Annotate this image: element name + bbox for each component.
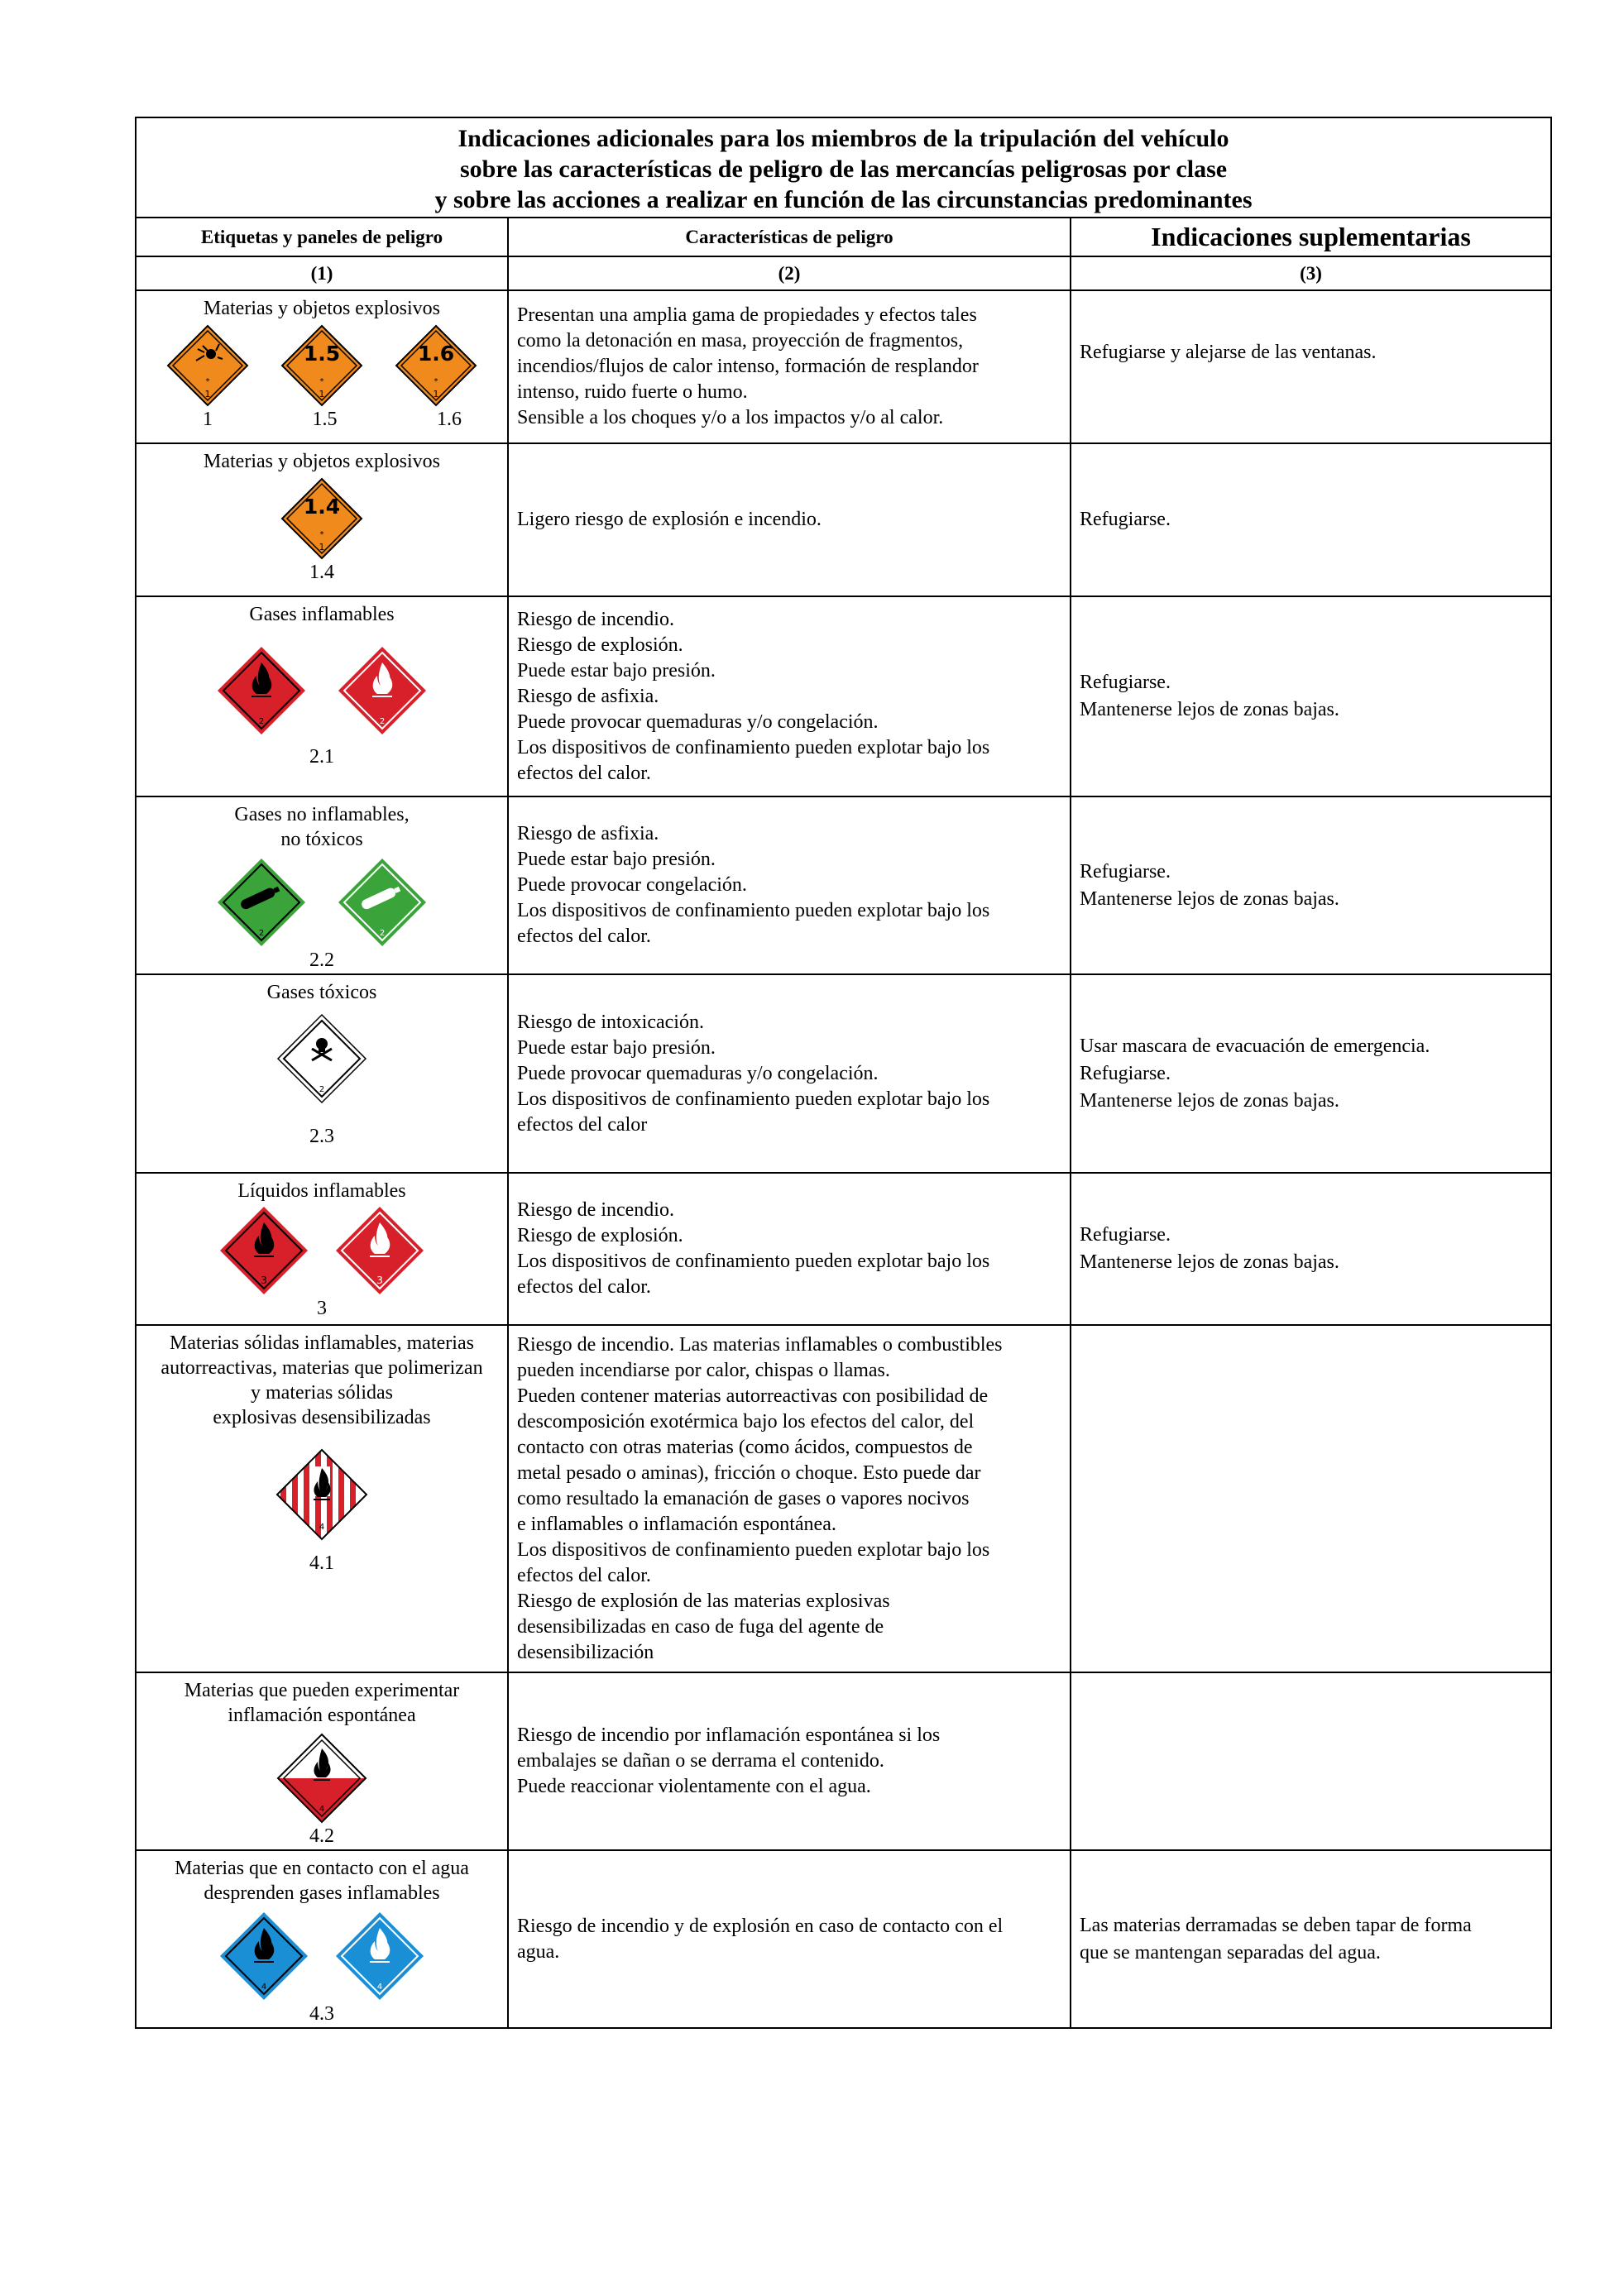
char-line: agua.: [517, 1940, 560, 1963]
char-line: efectos del calor.: [517, 926, 651, 947]
char-line: intenso, ruido fuerte o humo.: [517, 381, 748, 403]
char-line: Los dispositivos de confinamiento pueden explotar bajo los: [517, 736, 990, 758]
class-name: Materias y objetos explosivos: [204, 451, 440, 472]
dangerous-when-wet-label-icon: [218, 1911, 309, 2002]
class-name: Líquidos inflamables: [237, 1180, 406, 1202]
class-name: Gases tóxicos: [266, 982, 377, 1003]
gas-cylinder-label-white-icon: [337, 857, 428, 948]
svg-text:2: 2: [258, 929, 265, 938]
char-line: Riesgo de explosión.: [517, 1225, 683, 1246]
supplementary-indications: [1071, 1850, 1551, 2028]
char-line: efectos del calor.: [517, 1276, 651, 1298]
class-name: Materias y objetos explosivos: [204, 298, 440, 319]
sublabel: 1.4: [309, 562, 334, 583]
supplementary-indications: [1071, 796, 1551, 974]
char-line: Puede reaccionar violentamente con el agua.: [517, 1776, 871, 1797]
supplementary-indications: [1071, 1672, 1551, 1850]
supl-line: Mantenerse lejos de zonas bajas.: [1080, 1089, 1339, 1112]
sublabel: 2.1: [309, 746, 334, 768]
char-line: Riesgo de incendio.: [517, 608, 674, 630]
table-title: [136, 117, 1551, 218]
header-col-2: Características de peligro: [508, 218, 1071, 256]
sublabel: 3: [317, 1298, 327, 1319]
char-line: como la detonación en masa, proyección de fragmentos,: [517, 330, 964, 352]
hazard-characteristics: [508, 1672, 1071, 1850]
flammable-gas-label-icon: [216, 645, 307, 736]
sublabels: [137, 407, 507, 433]
sublabel: 4.3: [309, 2003, 334, 2025]
char-line: pueden incendiarse por calor, chispas o llamas.: [517, 1359, 890, 1381]
char-line: desensibilización: [517, 1641, 654, 1663]
label-cell: [136, 443, 508, 596]
char-line: Los dispositivos de confinamiento pueden explotar bajo los: [517, 1088, 990, 1110]
sublabel: 2.2: [309, 949, 334, 971]
char-line: Riesgo de incendio por inflamación espontánea si los: [517, 1724, 941, 1746]
label-number-1-6: 1.6: [417, 342, 455, 366]
char-line: desensibilizadas en caso de fuga del agente de: [517, 1615, 884, 1638]
svg-text:3: 3: [376, 1275, 383, 1286]
hazard-characteristics: [508, 1850, 1071, 2028]
char-line: Riesgo de asfixia.: [517, 685, 659, 707]
char-line: Riesgo de asfixia.: [517, 823, 659, 844]
char-line: Los dispositivos de confinamiento pueden explotar bajo los: [517, 900, 990, 921]
hazard-characteristics: [508, 1173, 1071, 1325]
sublabel: 2.3: [309, 1126, 334, 1147]
svg-text:1: 1: [319, 542, 325, 552]
hazard-characteristics: [508, 443, 1071, 596]
char-line: Presentan una amplia gama de propiedades y efectos tales: [517, 304, 977, 326]
supl-line: Refugiarse.: [1080, 509, 1171, 530]
supl-line: Refugiarse.: [1080, 672, 1171, 693]
spontaneous-combustion-label-icon: [276, 1733, 367, 1824]
char-line: incendios/flujos de calor intenso, formación de resplandor: [517, 356, 979, 377]
explosive-label-1-4-icon: [271, 477, 373, 560]
char-line: Los dispositivos de confinamiento pueden explotar bajo los: [517, 1251, 990, 1272]
supplementary-indications: [1071, 596, 1551, 796]
table-row: [136, 1672, 1551, 1850]
supplementary-indications: [1071, 1173, 1551, 1325]
char-line: como resultado la emanación de gases o vapores nocivos: [517, 1487, 970, 1509]
svg-text:2: 2: [319, 1085, 325, 1094]
char-line: Puede estar bajo presión.: [517, 1036, 716, 1059]
class-name: Gases inflamables: [249, 604, 395, 625]
char-line: Los dispositivos de confinamiento pueden explotar bajo los: [517, 1538, 990, 1561]
supplementary-indications: [1071, 1325, 1551, 1672]
class-name-line: Gases no inflamables,: [234, 804, 410, 825]
gas-cylinder-label-icon: [216, 857, 307, 948]
label-cell: [136, 1325, 508, 1672]
title-line-2: sobre las características de peligro de las mercancías peligrosas por clase: [459, 155, 1228, 183]
char-line: embalajes se dañan o se derrama el contenido.: [517, 1750, 884, 1772]
label-cell: [136, 290, 508, 443]
flammable-liquid-label-icon: [218, 1205, 309, 1296]
hazard-characteristics: [508, 1325, 1071, 1672]
class-name: [137, 1851, 507, 1906]
class-name-line: Materias que en contacto con el agua: [175, 1858, 469, 1879]
svg-text:3: 3: [261, 1275, 267, 1286]
flammable-solid-label-icon: [275, 1448, 368, 1541]
supl-line: Refugiarse.: [1080, 1224, 1171, 1246]
supl-line: Refugiarse.: [1080, 860, 1171, 883]
svg-text:*: *: [205, 377, 210, 386]
char-line: efectos del calor.: [517, 1564, 651, 1586]
supl-line: Mantenerse lejos de zonas bajas.: [1080, 887, 1339, 910]
class-name: [137, 1326, 507, 1430]
svg-text:4: 4: [261, 1983, 267, 1992]
class-name: [137, 1673, 507, 1728]
char-line: contacto con otras materias (como ácidos, compuestos de: [517, 1436, 973, 1458]
char-line: Sensible a los choques y/o a los impactos y/o al calor.: [517, 407, 944, 428]
svg-text:2: 2: [379, 929, 386, 938]
label-number-1-4: 1.4: [303, 495, 341, 519]
hazard-table: [135, 117, 1552, 2029]
char-line: Puede estar bajo presión.: [517, 659, 716, 682]
label-cell: [136, 596, 508, 796]
title-line-1: Indicaciones adicionales para los miembros de la tripulación del vehículo: [457, 125, 1229, 152]
char-line: Puede estar bajo presión.: [517, 849, 716, 870]
svg-text:2: 2: [258, 717, 265, 726]
char-line: Riesgo de explosión de las materias explosivas: [517, 1590, 890, 1612]
char-line: Ligero riesgo de explosión e incendio.: [517, 509, 822, 530]
class-name-line: y materias sólidas: [251, 1382, 393, 1404]
char-line: Riesgo de intoxicación.: [517, 1011, 704, 1033]
supl-line: Refugiarse y alejarse de las ventanas.: [1080, 342, 1377, 363]
supl-line: que se mantengan separadas del agua.: [1080, 1941, 1381, 1964]
svg-text:*: *: [319, 377, 324, 386]
svg-text:*: *: [434, 377, 438, 386]
char-line: Riesgo de incendio.: [517, 1199, 674, 1221]
svg-text:4: 4: [376, 1983, 383, 1992]
table-row: [136, 1173, 1551, 1325]
title-line-3: y sobre las acciones a realizar en función de las circunstancias predominantes: [434, 186, 1253, 213]
header-col-1: Etiquetas y paneles de peligro: [136, 218, 508, 256]
header-num-2: (2): [508, 256, 1071, 290]
supl-line: Mantenerse lejos de zonas bajas.: [1080, 1251, 1339, 1273]
svg-text:1: 1: [319, 389, 325, 399]
supl-line: Mantenerse lejos de zonas bajas.: [1080, 699, 1339, 720]
char-line: metal pesado o aminas), fricción o choque. Esto puede dar: [517, 1461, 981, 1484]
table-row: [136, 443, 1551, 596]
header-num-3: (3): [1071, 256, 1551, 290]
class-name-line: autorreactivas, materias que polimerizan: [160, 1357, 483, 1379]
explosive-label-1-6-icon: [385, 324, 487, 407]
hazard-characteristics: [508, 290, 1071, 443]
header-col-3: Indicaciones suplementarias: [1071, 218, 1551, 256]
label-cell: [136, 1850, 508, 2028]
supplementary-indications: [1071, 290, 1551, 443]
supl-line: Las materias derramadas se deben tapar de forma: [1080, 1914, 1472, 1936]
table-row: [136, 974, 1551, 1173]
svg-text:2: 2: [379, 717, 386, 726]
sublabel: 1: [203, 409, 213, 430]
class-name-line: desprenden gases inflamables: [204, 1882, 440, 1904]
class-name-line: Materias sólidas inflamables, materias: [170, 1332, 474, 1354]
supl-line: Refugiarse.: [1080, 1062, 1171, 1084]
supplementary-indications: [1071, 974, 1551, 1173]
class-name-line: inflamación espontánea: [228, 1705, 416, 1726]
svg-text:4: 4: [319, 1523, 325, 1532]
char-line: efectos del calor.: [517, 762, 651, 784]
label-cell: [136, 796, 508, 974]
supl-line: Usar mascara de evacuación de emergencia.: [1080, 1035, 1430, 1057]
label-cell: [136, 1173, 508, 1325]
label-cell: [136, 1672, 508, 1850]
svg-text:1: 1: [204, 389, 211, 399]
char-line: Puede provocar congelación.: [517, 874, 747, 896]
sublabel: 1.5: [312, 409, 338, 430]
hazard-characteristics: [508, 974, 1071, 1173]
skull-crossbones-label-icon: [276, 1013, 367, 1104]
hazard-characteristics: [508, 596, 1071, 796]
svg-text:4: 4: [319, 1805, 325, 1814]
sublabel: 1.6: [437, 409, 462, 430]
class-name-line: explosivas desensibilizadas: [213, 1407, 431, 1428]
sublabel: 4.1: [309, 1552, 334, 1574]
char-line: Puede provocar quemaduras y/o congelación.: [517, 1062, 879, 1084]
class-name-line: Materias que pueden experimentar: [184, 1680, 460, 1701]
dangerous-when-wet-label-white-icon: [334, 1911, 425, 2002]
char-line: Riesgo de explosión.: [517, 634, 683, 656]
char-line: descomposición exotérmica bajo los efectos del calor, del: [517, 1410, 975, 1433]
hazard-characteristics: [508, 796, 1071, 974]
table-row: [136, 596, 1551, 796]
sublabel: 4.2: [309, 1825, 334, 1847]
label-cell: [136, 974, 508, 1173]
char-line: Pueden contener materias autorreactivas con posibilidad de: [517, 1385, 989, 1407]
svg-text:1: 1: [433, 389, 439, 399]
table-row: [136, 1850, 1551, 2028]
header-num-1: (1): [136, 256, 508, 290]
supplementary-indications: [1071, 443, 1551, 596]
char-line: Riesgo de incendio. Las materias inflamables o combustibles: [517, 1333, 1003, 1356]
flammable-gas-label-white-icon: [337, 645, 428, 736]
flammable-liquid-label-white-icon: [334, 1205, 425, 1296]
char-line: Riesgo de incendio y de explosión en caso de contacto con el: [517, 1915, 1004, 1937]
table-row: [136, 1325, 1551, 1672]
label-number-1-5: 1.5: [303, 342, 341, 366]
class-name-line: no tóxicos: [280, 829, 363, 850]
char-line: efectos del calor: [517, 1113, 648, 1136]
explosive-label-1-icon: [156, 324, 259, 407]
char-line: Puede provocar quemaduras y/o congelación.: [517, 710, 879, 733]
table-row: [136, 290, 1551, 443]
table-row: [136, 796, 1551, 974]
char-line: e inflamables o inflamación espontánea.: [517, 1513, 836, 1535]
class-name: [137, 797, 507, 852]
explosive-label-1-5-icon: [271, 324, 373, 407]
svg-text:*: *: [319, 530, 324, 539]
